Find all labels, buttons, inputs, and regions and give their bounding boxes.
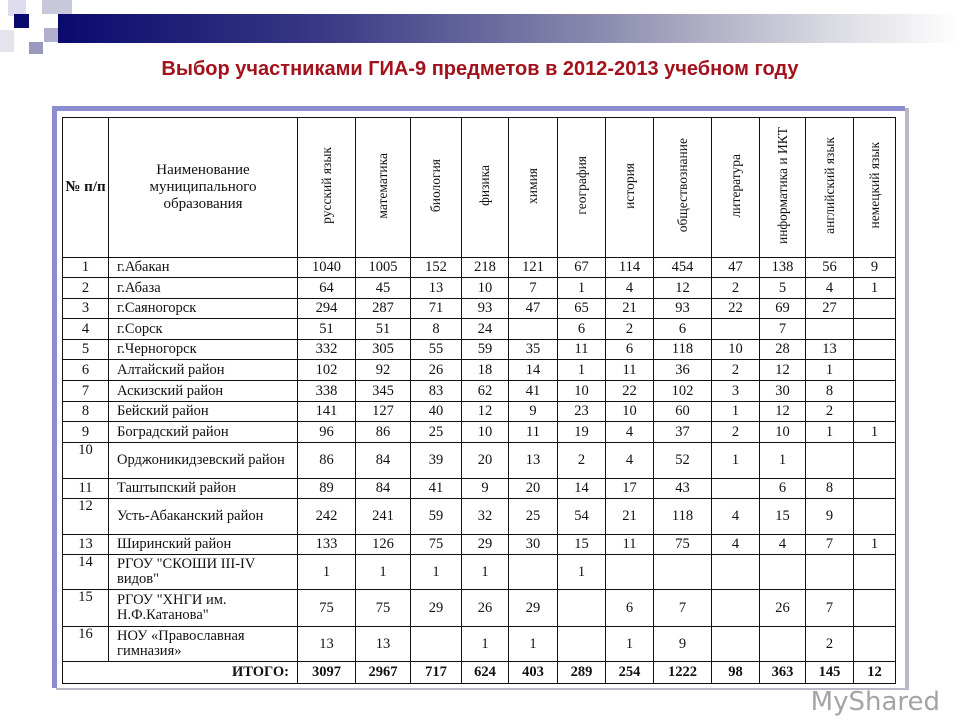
subject-header [654,118,712,258]
subject-header-label: русский язык [318,147,334,224]
subject-header [712,118,760,258]
cell-value: 26 [411,360,462,381]
table-row [63,340,896,360]
cell-value: 27 [806,299,854,319]
cell-value: 15 [760,499,806,535]
cell-value: 47 [712,258,760,278]
cell-value: 114 [606,258,654,278]
cell-value: 2 [712,278,760,299]
cell-value [760,627,806,662]
row-name: Орджоникидзевский район [109,443,298,479]
subject-header [558,118,606,258]
cell-value: 2 [558,443,606,479]
cell-value: 9 [509,402,558,422]
cell-value: 13 [806,340,854,360]
table-row [63,299,896,319]
row-number: 4 [63,319,109,340]
cell-value: 1 [760,443,806,479]
cell-value: 29 [411,590,462,627]
row-name: г.Абакан [109,258,298,278]
table-row [63,535,896,555]
cell-value [712,319,760,340]
cell-value: 3 [712,381,760,402]
cell-value: 35 [509,340,558,360]
cell-value: 11 [558,340,606,360]
row-name: РГОУ "СКОШИ III-IV видов" [109,555,298,590]
total-value: 12 [854,662,896,684]
cell-value: 89 [298,479,356,499]
cell-value: 45 [356,278,411,299]
cell-value: 8 [806,381,854,402]
table-row [63,258,896,278]
decor-square [42,0,72,14]
header-gradient-bar [58,14,960,43]
table-row [63,278,896,299]
cell-value: 67 [558,258,606,278]
cell-value: 7 [509,278,558,299]
cell-value: 102 [654,381,712,402]
cell-value: 41 [509,381,558,402]
cell-value: 40 [411,402,462,422]
row-name: Аскизский район [109,381,298,402]
cell-value: 1 [854,278,896,299]
cell-value: 133 [298,535,356,555]
cell-value: 1 [298,555,356,590]
subject-header-label: химия [525,167,540,204]
cell-value: 118 [654,340,712,360]
row-number: 14 [63,555,109,590]
cell-value: 25 [411,422,462,443]
cell-value: 41 [411,479,462,499]
cell-value: 9 [854,258,896,278]
subject-header-label: биология [428,158,443,213]
cell-value: 102 [298,360,356,381]
cell-value: 4 [760,535,806,555]
cell-value: 21 [606,499,654,535]
table-row [63,422,896,443]
watermark-logo: MyShared [810,687,940,717]
cell-value [854,499,896,535]
cell-value: 7 [806,535,854,555]
cell-value: 21 [606,299,654,319]
table-row [63,360,896,381]
cell-value: 56 [806,258,854,278]
cell-value: 12 [760,402,806,422]
cell-value: 51 [298,319,356,340]
cell-value: 75 [356,590,411,627]
cell-value: 62 [462,381,509,402]
subject-header-label: география [573,156,589,215]
cell-value: 14 [558,479,606,499]
total-value: 624 [462,662,509,684]
cell-value: 18 [462,360,509,381]
cell-value: 1 [712,443,760,479]
cell-value: 5 [760,278,806,299]
cell-value: 6 [654,319,712,340]
cell-value: 19 [558,422,606,443]
subject-header [854,118,896,258]
row-number: 8 [63,402,109,422]
cell-value: 1 [462,627,509,662]
cell-value: 126 [356,535,411,555]
cell-value [854,299,896,319]
subject-header-label: математика [375,152,390,219]
cell-value: 9 [462,479,509,499]
row-number: 9 [63,422,109,443]
table-row [63,381,896,402]
cell-value: 26 [462,590,509,627]
cell-value: 75 [298,590,356,627]
cell-value: 96 [298,422,356,443]
cell-value [806,319,854,340]
table-row [63,479,896,499]
cell-value: 93 [654,299,712,319]
table-row [63,443,896,479]
subject-header [462,118,509,258]
row-name: РГОУ "ХНГИ им. Н.Ф.Катанова" [109,590,298,627]
subject-header-label: английский язык [821,137,837,234]
cell-value: 6 [760,479,806,499]
cell-value: 1 [854,535,896,555]
num-header: № п/п [63,118,109,258]
cell-value: 17 [606,479,654,499]
cell-value: 13 [411,278,462,299]
cell-value: 86 [298,443,356,479]
cell-value [712,627,760,662]
cell-value: 24 [462,319,509,340]
cell-value: 2 [806,402,854,422]
cell-value: 71 [411,299,462,319]
cell-value: 1 [558,555,606,590]
cell-value [854,402,896,422]
cell-value: 2 [606,319,654,340]
subject-header [806,118,854,258]
cell-value: 1 [356,555,411,590]
cell-value: 10 [462,422,509,443]
cell-value: 25 [509,499,558,535]
cell-value: 6 [606,590,654,627]
cell-value [854,381,896,402]
row-number: 10 [63,443,109,479]
cell-value: 7 [654,590,712,627]
subject-header [760,118,806,258]
cell-value: 1 [806,422,854,443]
cell-value: 51 [356,319,411,340]
row-name: Усть-Абаканский район [109,499,298,535]
table-row [63,555,896,590]
cell-value [854,479,896,499]
cell-value: 75 [411,535,462,555]
cell-value [411,627,462,662]
cell-value: 37 [654,422,712,443]
cell-value: 39 [411,443,462,479]
cell-value: 4 [806,278,854,299]
cell-value [760,555,806,590]
total-value: 403 [509,662,558,684]
cell-value: 29 [509,590,558,627]
cell-value: 60 [654,402,712,422]
cell-value: 4 [606,443,654,479]
table-row [63,402,896,422]
total-value: 717 [411,662,462,684]
cell-value: 22 [606,381,654,402]
cell-value [854,555,896,590]
row-number: 13 [63,535,109,555]
table-row [63,319,896,340]
total-value: 3097 [298,662,356,684]
row-number: 6 [63,360,109,381]
cell-value: 13 [298,627,356,662]
cell-value [654,555,712,590]
cell-value: 23 [558,402,606,422]
cell-value: 10 [606,402,654,422]
cell-value: 12 [462,402,509,422]
subject-header [298,118,356,258]
cell-value: 9 [806,499,854,535]
cell-value: 218 [462,258,509,278]
cell-value [712,479,760,499]
cell-value: 13 [509,443,558,479]
total-value: 145 [806,662,854,684]
cell-value: 29 [462,535,509,555]
row-name: Алтайский район [109,360,298,381]
row-number: 7 [63,381,109,402]
cell-value: 10 [462,278,509,299]
cell-value: 1 [712,402,760,422]
total-row [63,662,896,684]
cell-value: 47 [509,299,558,319]
decor-square [14,14,29,28]
row-name: г.Абаза [109,278,298,299]
cell-value: 11 [509,422,558,443]
table-row [63,627,896,662]
subject-header-label: немецкий язык [866,142,882,229]
subjects-table [62,117,896,684]
cell-value: 22 [712,299,760,319]
cell-value [606,555,654,590]
row-number: 1 [63,258,109,278]
cell-value: 4 [606,278,654,299]
total-value: 1222 [654,662,712,684]
cell-value: 1 [462,555,509,590]
cell-value: 14 [509,360,558,381]
cell-value: 4 [712,535,760,555]
subject-header-label: физика [477,165,492,206]
cell-value: 118 [654,499,712,535]
cell-value: 65 [558,299,606,319]
table-row [63,499,896,535]
cell-value: 12 [654,278,712,299]
cell-value: 54 [558,499,606,535]
cell-value: 454 [654,258,712,278]
total-value: 98 [712,662,760,684]
cell-value: 4 [712,499,760,535]
cell-value: 4 [606,422,654,443]
cell-value: 93 [462,299,509,319]
cell-value: 141 [298,402,356,422]
decor-square [44,28,58,42]
cell-value: 7 [806,590,854,627]
cell-value: 83 [411,381,462,402]
subject-header [509,118,558,258]
cell-value [854,340,896,360]
cell-value: 2 [712,422,760,443]
cell-value: 2 [806,627,854,662]
cell-value [558,590,606,627]
cell-value: 8 [806,479,854,499]
cell-value [509,555,558,590]
cell-value: 59 [462,340,509,360]
subject-header-label: литература [727,153,743,218]
cell-value [854,590,896,627]
cell-value: 84 [356,443,411,479]
row-name: НОУ «Православная гимназия» [109,627,298,662]
cell-value: 12 [760,360,806,381]
cell-value [712,590,760,627]
cell-value: 9 [654,627,712,662]
cell-value: 1 [509,627,558,662]
cell-value: 241 [356,499,411,535]
cell-value [806,555,854,590]
cell-value: 121 [509,258,558,278]
cell-value: 287 [356,299,411,319]
total-value: 363 [760,662,806,684]
cell-value: 20 [509,479,558,499]
cell-value: 86 [356,422,411,443]
row-name: Таштыпский район [109,479,298,499]
cell-value [712,555,760,590]
slide-title: Выбор участниками ГИА-9 предметов в 2012-2013 учебном году [161,58,799,80]
cell-value: 1 [606,627,654,662]
cell-value: 43 [654,479,712,499]
cell-value: 92 [356,360,411,381]
total-value: 289 [558,662,606,684]
row-name: г.Черногорск [109,340,298,360]
cell-value: 30 [509,535,558,555]
cell-value: 1 [854,422,896,443]
row-name: Ширинский район [109,535,298,555]
cell-value: 338 [298,381,356,402]
cell-value [558,627,606,662]
cell-value: 55 [411,340,462,360]
header-row [63,118,896,258]
cell-value: 30 [760,381,806,402]
cell-value [509,319,558,340]
cell-value: 52 [654,443,712,479]
cell-value: 59 [411,499,462,535]
cell-value: 13 [356,627,411,662]
cell-value: 127 [356,402,411,422]
cell-value: 64 [298,278,356,299]
cell-value: 6 [606,340,654,360]
cell-value: 7 [760,319,806,340]
decor-square [0,30,14,52]
cell-value: 2 [712,360,760,381]
subject-header [606,118,654,258]
row-number: 2 [63,278,109,299]
cell-value [806,443,854,479]
cell-value: 20 [462,443,509,479]
row-number: 16 [63,627,109,662]
row-number: 15 [63,590,109,627]
row-number: 5 [63,340,109,360]
cell-value: 84 [356,479,411,499]
row-number: 3 [63,299,109,319]
cell-value [854,360,896,381]
cell-value: 28 [760,340,806,360]
decor-square [29,42,43,54]
cell-value: 15 [558,535,606,555]
cell-value: 332 [298,340,356,360]
cell-value: 36 [654,360,712,381]
cell-value [854,443,896,479]
row-name: г.Саяногорск [109,299,298,319]
row-number: 11 [63,479,109,499]
cell-value: 305 [356,340,411,360]
name-header: Наименование муниципального образования [109,118,298,258]
cell-value: 10 [712,340,760,360]
cell-value [854,627,896,662]
row-name: Боградский район [109,422,298,443]
cell-value: 1 [411,555,462,590]
total-value: 254 [606,662,654,684]
row-name: Бейский район [109,402,298,422]
cell-value: 1 [558,360,606,381]
subject-header [411,118,462,258]
cell-value: 10 [558,381,606,402]
cell-value: 1005 [356,258,411,278]
cell-value: 242 [298,499,356,535]
table-row [63,590,896,627]
cell-value: 294 [298,299,356,319]
subject-header-label: обществознание [674,138,690,233]
cell-value: 11 [606,535,654,555]
row-name: г.Сорск [109,319,298,340]
cell-value: 152 [411,258,462,278]
cell-value: 138 [760,258,806,278]
subject-header [356,118,411,258]
subject-header-label: история [621,162,637,209]
cell-value: 69 [760,299,806,319]
cell-value: 11 [606,360,654,381]
cell-value [854,319,896,340]
cell-value: 75 [654,535,712,555]
cell-value: 26 [760,590,806,627]
total-label: ИТОГО: [63,662,298,684]
cell-value: 32 [462,499,509,535]
cell-value: 8 [411,319,462,340]
cell-value: 345 [356,381,411,402]
cell-value: 1 [806,360,854,381]
cell-value: 6 [558,319,606,340]
cell-value: 10 [760,422,806,443]
cell-value: 1 [558,278,606,299]
cell-value: 1040 [298,258,356,278]
total-value: 2967 [356,662,411,684]
row-number: 12 [63,499,109,535]
subject-header-label: информатика и ИКТ [774,126,790,245]
